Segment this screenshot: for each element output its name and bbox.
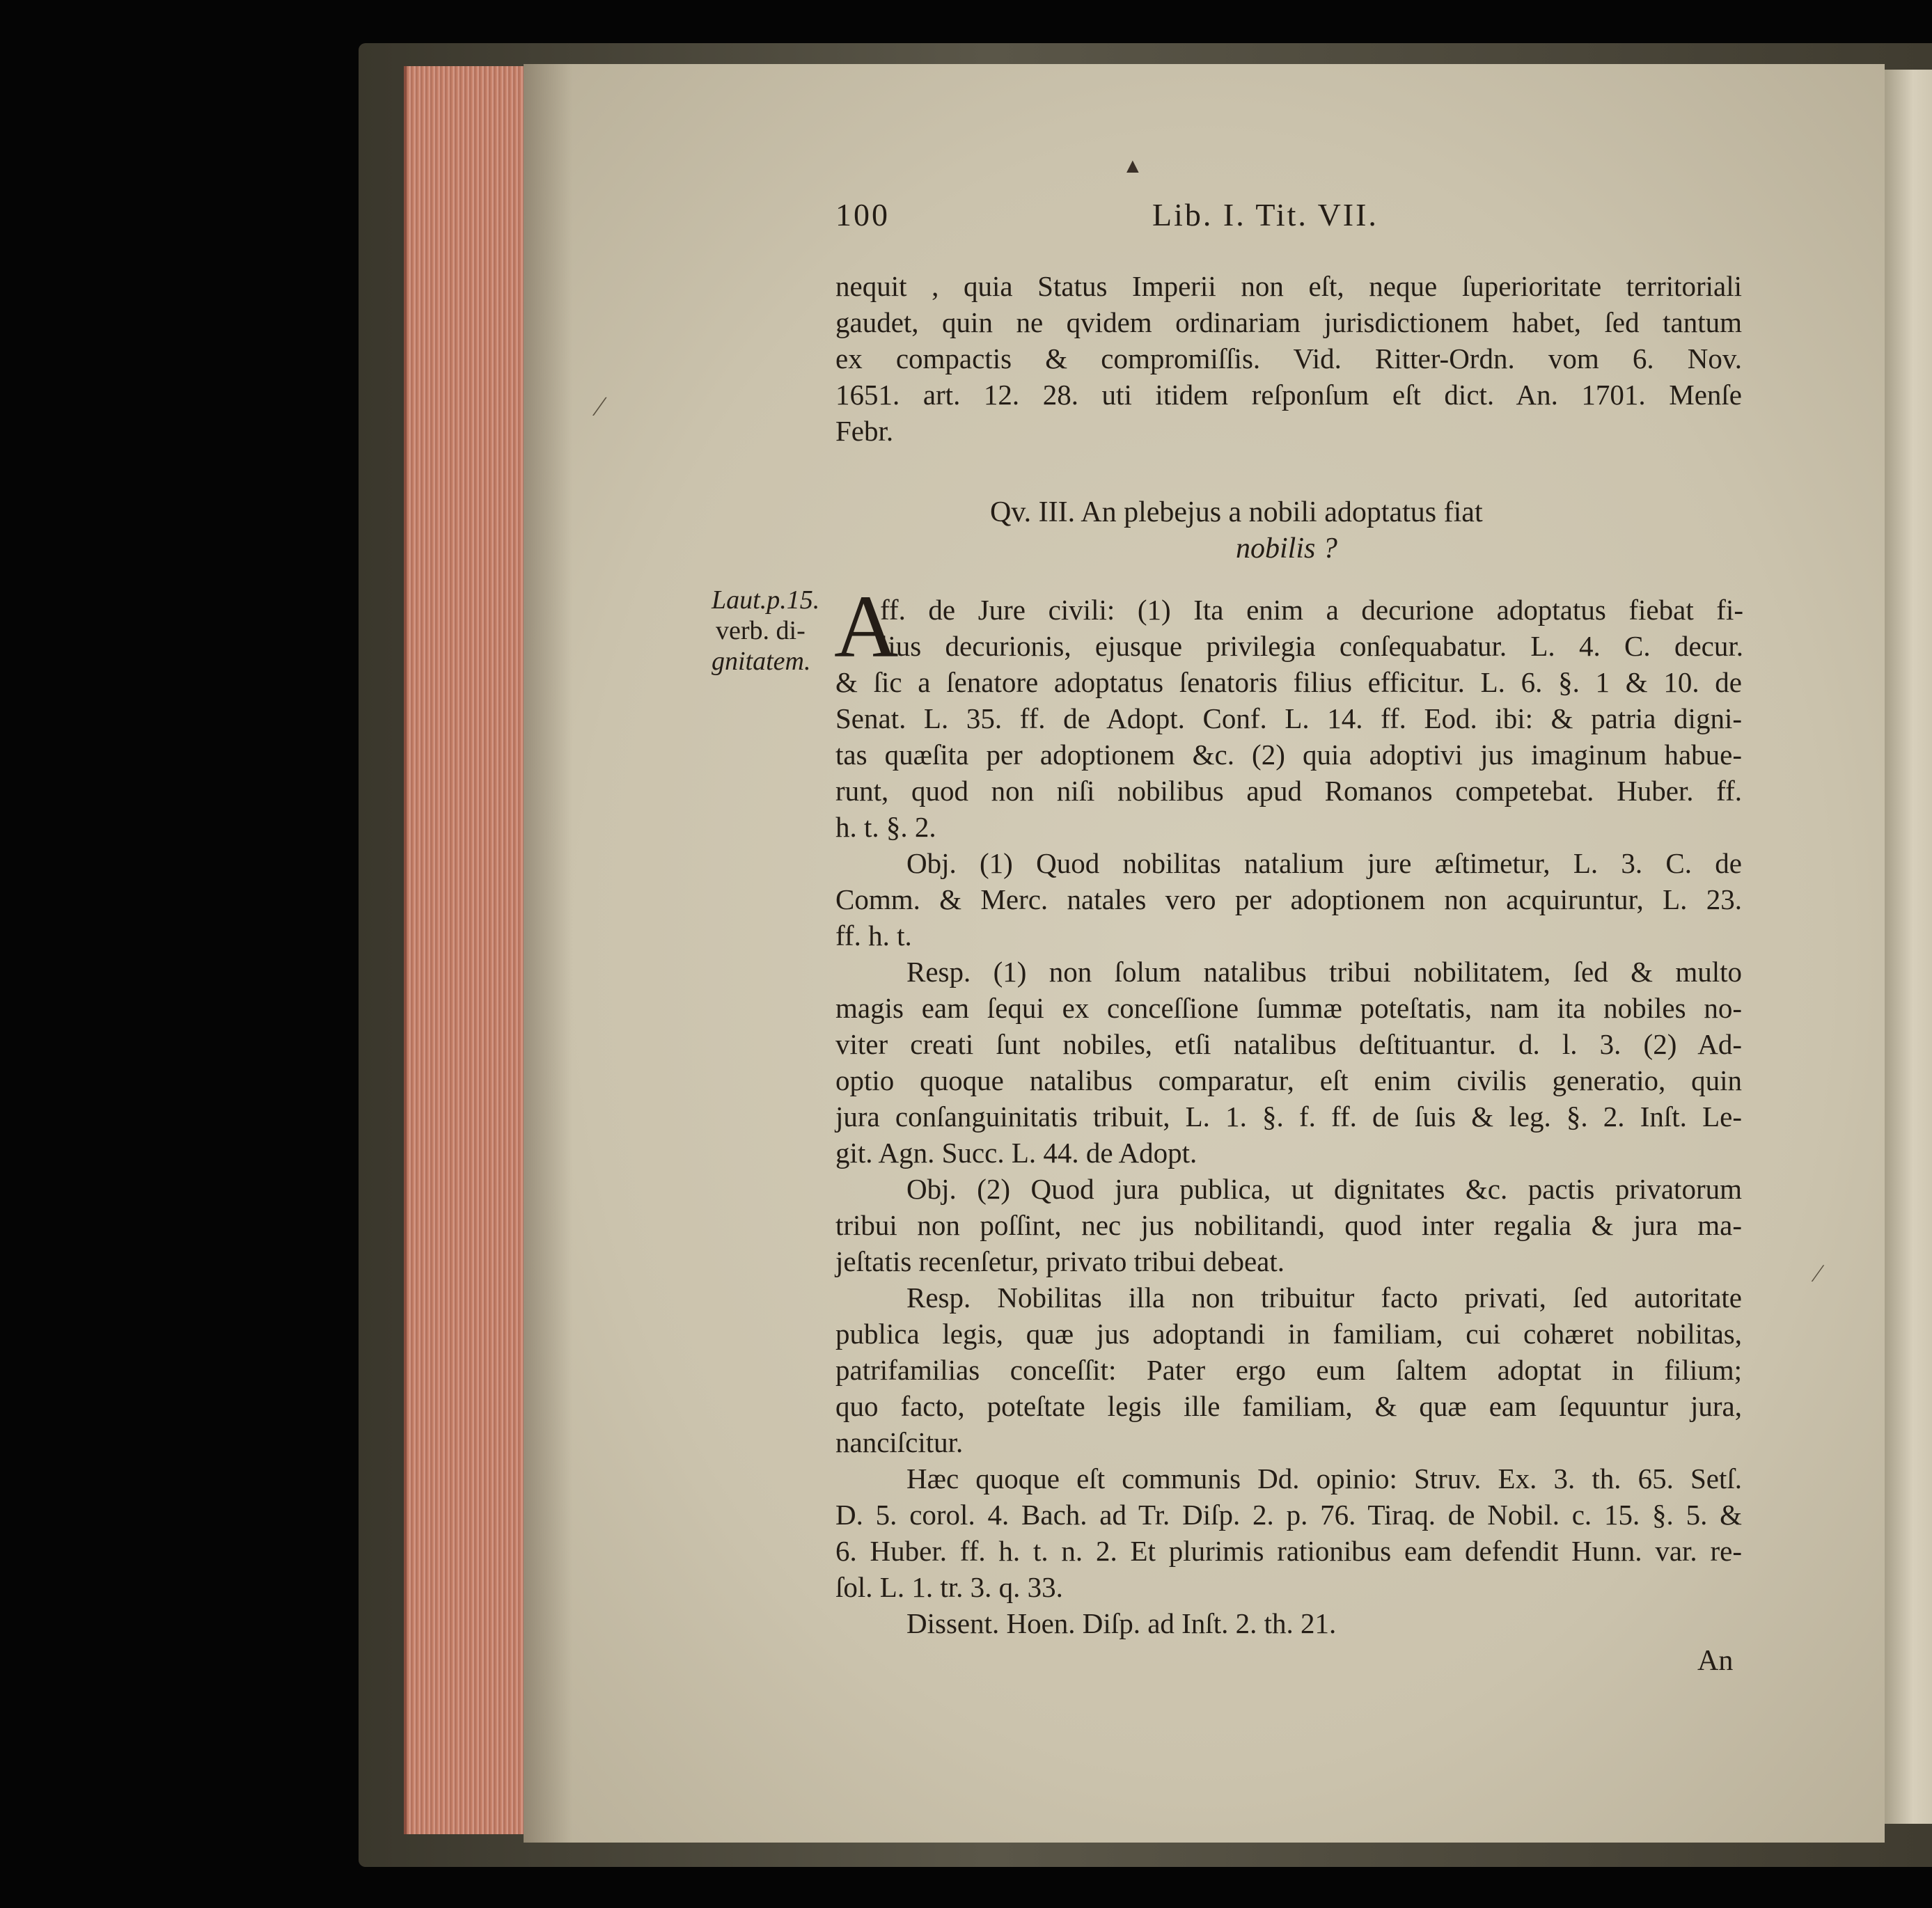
catchword: An xyxy=(1697,1645,1734,1677)
text-line: Dissent. Hoen. Diſp. ad Inſt. 2. th. 21. xyxy=(906,1607,1337,1639)
facing-page-edge xyxy=(1885,70,1932,1824)
page-number: 100 xyxy=(835,197,890,232)
text-line: 1651. art. 12. 28. uti itidem reſponſum eſt dict. An. 1701. Menſe xyxy=(835,379,1742,411)
text-line: Hæc quoque eſt communis Dd. opinio: Struv. Ex. 3. th. 65. Setſ. xyxy=(906,1462,1742,1495)
text-line: lius decurionis, ejusque privilegia conſequabatur. L. 4. C. decur. xyxy=(880,630,1743,662)
text-line: ff. h. t. xyxy=(835,920,912,952)
drop-cap: A xyxy=(834,577,899,676)
text-line: Obj. (1) Quod nobilitas natalium jure æſtimetur, L. 3. C. de xyxy=(906,847,1742,879)
text-line: h. t. §. 2. xyxy=(835,811,936,843)
page-edges xyxy=(404,66,526,1834)
text-line: magis eam ſequi ex conceſſione ſummæ poteſtatis, nam ita nobiles no- xyxy=(835,992,1742,1024)
text-line: Resp. Nobilitas illa non tribuitur facto privati, ſed autoritate xyxy=(906,1282,1742,1314)
gutter-shadow xyxy=(524,64,572,1843)
text-line: nanciſcitur. xyxy=(835,1426,964,1458)
text-line: Senat. L. 35. ff. de Adopt. Conf. L. 14. ff. Eod. ibi: & patria digni- xyxy=(835,702,1742,734)
text-line: ff. de Jure civili: (1) Ita enim a decurione adoptatus fiebat fi- xyxy=(880,594,1743,626)
running-title: Lib. I. Tit. VII. xyxy=(1152,197,1379,232)
question-heading: Qv. III. An plebejus a nobili adoptatus fiat xyxy=(990,496,1483,528)
text-line: 6. Huber. ff. h. t. n. 2. Et plurimis rationibus eam defendit Hunn. var. re- xyxy=(835,1535,1742,1567)
text-line: quo facto, poteſtate legis ille familiam, & quæ eam ſequuntur jura, xyxy=(835,1390,1742,1422)
text-line: tas quæſita per adoptionem &c. (2) quia adoptivi jus imaginum habue- xyxy=(835,739,1742,771)
text-line: ex compactis & compromiſſis. Vid. Ritter-Ordn. vom 6. Nov. xyxy=(835,342,1742,374)
text-line: tribui non poſſint, nec jus nobilitandi, quod inter regalia & jura ma- xyxy=(835,1209,1742,1241)
text-line: Comm. & Merc. natales vero per adoptionem non acquiruntur, L. 23. xyxy=(835,883,1742,915)
text-line: git. Agn. Succ. L. 44. de Adopt. xyxy=(835,1137,1197,1169)
margin-note-line: verb. di- xyxy=(716,616,806,645)
text-line: jura conſanguinitatis tribuit, L. 1. §. f. ff. de ſuis & leg. §. 2. Inſt. Le- xyxy=(835,1101,1742,1133)
pencil-mark-icon: ∕ xyxy=(597,391,602,422)
question-heading-cont: nobilis ? xyxy=(1236,533,1337,565)
text-line: viter creati ſunt nobiles, etſi natalibus deſtituantur. d. l. 3. (2) Ad- xyxy=(835,1028,1742,1060)
text-line: patrifamilias conceſſit: Pater ergo eum ſaltem adoptat in filium; xyxy=(835,1354,1742,1386)
text-line: gaudet, quin ne qvidem ordinariam jurisdictionem habet, ſed tantum xyxy=(835,306,1742,338)
margin-note-line: Laut.p.15. xyxy=(712,585,820,615)
text-line: nequit , quia Status Imperii non eſt, neque ſuperioritate territoriali xyxy=(835,270,1742,302)
text-line: publica legis, quæ jus adoptandi in familiam, cui cohæret nobilitas, xyxy=(835,1318,1742,1350)
text-line: & ſic a ſenatore adoptatus ſenatoris filius efficitur. L. 6. §. 1 & 10. de xyxy=(835,666,1742,698)
margin-note-line: gnitatem. xyxy=(712,647,811,676)
text-line: jeſtatis recenſetur, privato tribui debeat. xyxy=(835,1245,1285,1277)
text-line: ſol. L. 1. tr. 3. q. 33. xyxy=(835,1571,1063,1603)
text-line: Obj. (2) Quod jura publica, ut dignitates &c. pactis privatorum xyxy=(906,1173,1742,1205)
text-line: Resp. (1) non ſolum natalibus tribui nobilitatem, ſed & multo xyxy=(906,956,1742,988)
text-line: D. 5. corol. 4. Bach. ad Tr. Diſp. 2. p. 76. Tiraq. de Nobil. c. 15. §. 5. & xyxy=(835,1499,1742,1531)
pencil-mark-icon: ∕ xyxy=(1816,1259,1821,1287)
ornament-mark: ▲ xyxy=(1122,155,1143,178)
text-line: runt, quod non niſi nobilibus apud Romanos competebat. Huber. ff. xyxy=(835,775,1742,807)
text-line: Febr. xyxy=(835,415,894,447)
text-line: optio quoque natalibus comparatur, eſt enim civilis generatio, quin xyxy=(835,1064,1742,1096)
